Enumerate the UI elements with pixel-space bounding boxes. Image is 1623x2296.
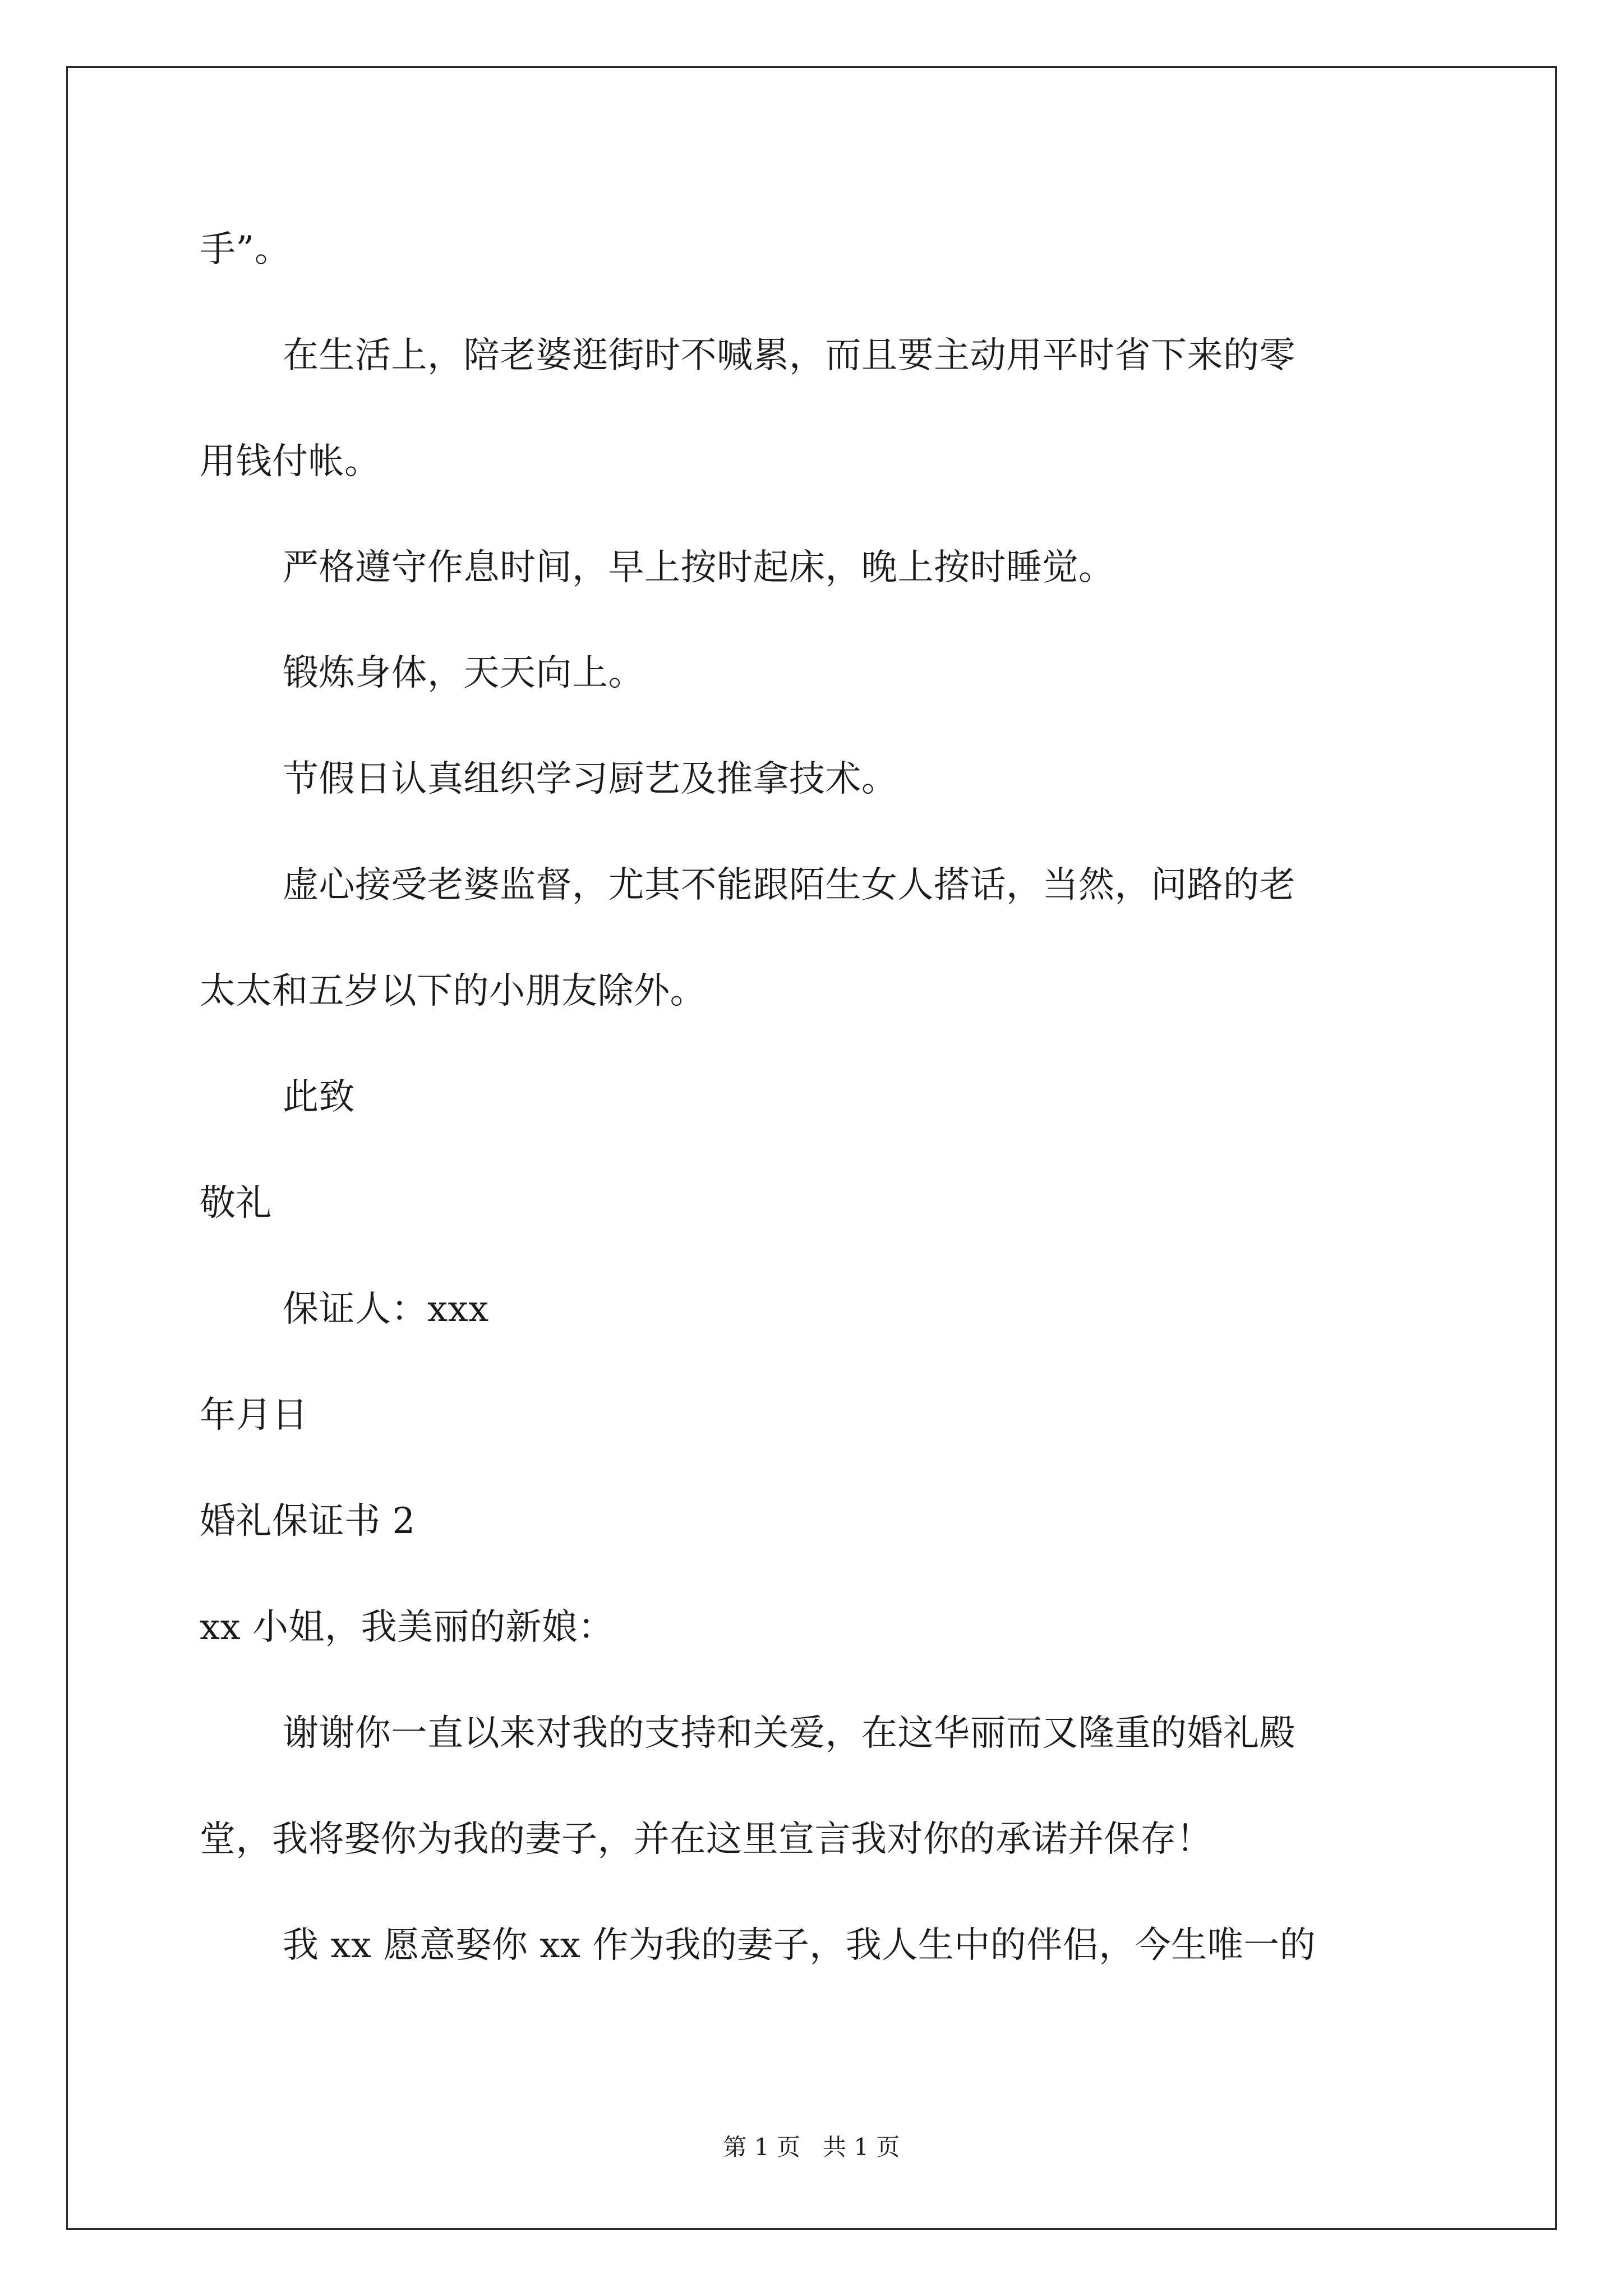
text-line: xx 小姐，我美丽的新娘： (200, 1607, 615, 1648)
text-line: 堂，我将娶你为我的妻子，并在这里宣言我对你的承诺并保存！ (200, 1819, 1212, 1860)
text-line: 保证人：xxx (283, 1289, 489, 1330)
text-line: 用钱付帐。 (200, 441, 381, 482)
page-border (66, 66, 1557, 2230)
text-line: 年月日 (200, 1395, 308, 1436)
text-line: 节假日认真组织学习厨艺及推拿技术。 (283, 758, 898, 800)
text-line: 婚礼保证书 2 (200, 1501, 416, 1542)
text-line: 此致 (283, 1076, 355, 1118)
text-line: 在生活上，陪老婆逛街时不喊累，而且要主动用平时省下来的零 (283, 335, 1295, 376)
text-line: 太太和五岁以下的小朋友除外。 (200, 970, 706, 1012)
text-line: 敬礼 (200, 1182, 272, 1224)
page-footer: 第 1 页 共 1 页 (723, 2133, 900, 2161)
text-line: 虚心接受老婆监督，尤其不能跟陌生女人搭话，当然，问路的老 (283, 864, 1295, 906)
text-line: 手”。 (200, 229, 291, 270)
text-line: 锻炼身体，天天向上。 (283, 652, 644, 694)
text-line: 我 xx 愿意娶你 xx 作为我的妻子，我人生中的伴侣，今生唯一的 (283, 1925, 1316, 1966)
text-line: 谢谢你一直以来对我的支持和关爱，在这华丽而又隆重的婚礼殿 (283, 1713, 1295, 1754)
text-line: 严格遵守作息时间，早上按时起床，晚上按时睡觉。 (283, 547, 1115, 588)
